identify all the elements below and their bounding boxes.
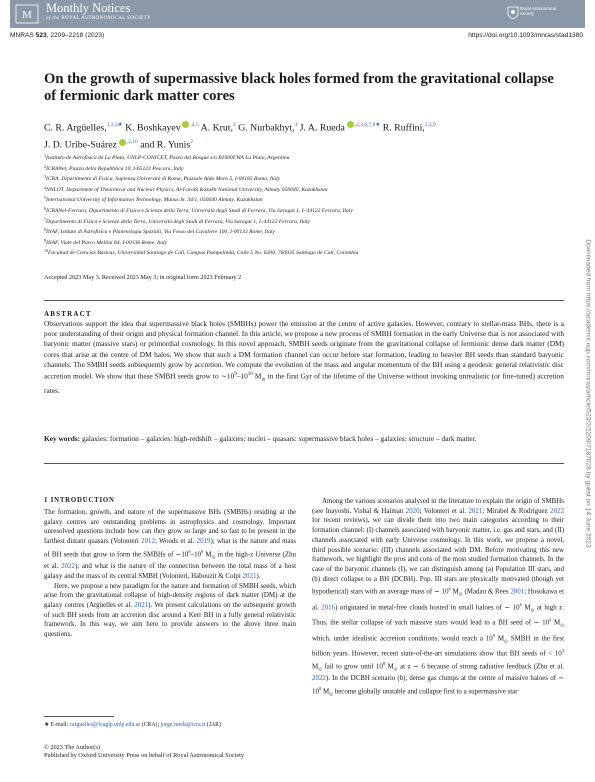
author-name: J. A. Rueda — [299, 122, 345, 134]
affiliation-item: $^3$ICRA, Dipartimento di Fisica, Sapienza Università di Roma, Piazzale Aldo Moro 5, I-00185 Roma, Italy — [44, 174, 281, 183]
intro-left-column — [44, 508, 296, 640]
ras-logo-text: Royal Astronomical Society — [520, 6, 556, 16]
doi-link[interactable]: https://doi.org/10.1093/mnras/stad1380 — [468, 32, 583, 39]
keywords: Key words: galaxies: formation – galaxies: high-redshift – galaxies: nuclei – quasars: supermassive black holes – galaxies: structure – dark matter. — [44, 434, 477, 443]
author-name: and R. Yunis — [140, 139, 191, 151]
affiliation-item: $^2$ICRANet, Piazza della Repubblica 10, I-65122 Pescara, Italy — [44, 163, 184, 172]
footnote-divider — [44, 716, 114, 717]
author-name: K. Boshkayev — [125, 122, 181, 134]
copyright-notice: © 2023 The Author(s) Published by Oxford University Press on behalf of Royal Astronomical Society — [44, 744, 245, 759]
abstract-text: Observations support the idea that supermassive black holes (SMBHs) power the emission at the centre of active galaxies. However, contrary to stellar-mass BHs, there is a poor understanding of their origin and physical formation channel. In this article, we propose a new process of SMBH formation in the early Universe that is not associated with baryonic matter (massive stars) or primordial cosmology. In this novel approach, SMBH seeds originate from the gravitational collapse of fermionic dense dark matter (DM) cores that arise at the centre of DM halos. We show that such a DM formation channel can occur before star formation, leading to heavier BH seeds than standard baryonic channels. The SMBH seeds subsequently grow by accretion. We compute the evolution of the mass and angular momentum of the BH using a geodesic general relativistic disc accretion model. We show that these SMBH seeds grow to $\sim 10^9-10^{10}$ $M_⊙$ in the first Gyr of the lifetime of the Universe without invoking unrealistic (or fine-tuned) accretion rates. — [44, 319, 564, 396]
email-link[interactable]: jorge.rueda@icra.it — [160, 722, 206, 728]
author-affil-ref[interactable]: ,2,3,6,7,8★ — [354, 122, 381, 128]
citation-line: MNRAS 523, 2209–2218 (2023) — [10, 32, 105, 39]
email-link[interactable]: carguelles@fcaglp.unlp.edu.ar — [69, 722, 141, 728]
author-name: R. Ruffini, — [382, 122, 425, 134]
author-name: J. D. Uribe-Suárez — [44, 139, 117, 151]
paragraph: Among the various scenarios analysed in the literature to explain the origin of SMBHs (see Inayoshi, Visbal & Haiman 2020; Volonteri et al. 2021; Mirabel & Rodríguez 2022 for recent reviews), we can divide them into two main categories according to their formation channel: (I) channels associated with baryonic matter, i.e. gas and stars, and (II) channels associated with early Universe cosmology. In this work, we propose a novel, third possible scenario: (III) channels associated with DM. Before motivating this new framework, we highlight the pros and cons of the most studied formation channels. In the case of the baryonic channels (I), we can distinguish among (a) Population III stars, and (b) direct collapse to a BH (DCBH). Pop. III stars are physically motivated (though yet hypothetical) stars with an average mass of ∼ $10^2$ $M_⊙$ (Madau & Rees 2001; Hosokawa et al. 2016) originated in metal-free clouds hosted in small haloes of ∼ $10^6$ $M_⊙$ at high z. Thus, the stellar collapse of such massive stars would lead to a BH seed of ∼ $10^2$ $M_⊙$ which, under idealistic accretion conditions, would reach a $10^9$ $M_⊙$ SMBH in the first billion years. However, recent state-of-the-art simulations show that BH seeds of < $10^3$ $M_⊙$ fail to grow until $10^8$ $M_⊙$ at z ∼ 6 because of strong radiative feedback (Zhu et al. 2022). In the DCBH scenario (b), dense gas clumps at the centre of massive haloes of ∼ $10^8$ $M_⊙$ become globally unstable and collapse first to a supermassive star — [312, 497, 565, 697]
author-affil-ref[interactable]: 2 — [232, 122, 236, 128]
author-affil-ref[interactable]: 4 — [294, 122, 298, 128]
affiliation-item: $^{10}$Facultad de Ciencias Básicas, Universidad Santiago de Cali, Campus Pampalinda, Calle 5 No. 6200, 760035 Santiago de Cali, Colombia — [44, 248, 359, 257]
intro-right-column — [312, 497, 564, 699]
divider — [44, 300, 564, 301]
footnote: ★ E-mail: carguelles@fcaglp.unlp.edu.ar (CRA); jorge.rueda@icra.it (JAR) — [44, 722, 221, 728]
author-name: C. R. Argüelles, — [44, 122, 107, 134]
accepted-dates: Accepted 2023 May 3. Received 2023 May 3; in original form 2023 February 2 — [44, 274, 242, 281]
journal-name: Monthly Notices — [46, 1, 131, 15]
affiliation-item: $^1$Instituto de Astrofísica de La Plata, UNLP-CONICET, Paseo del Bosque s/n B1900FWA La Plata, Argentina — [44, 153, 290, 161]
paragraph: Here, we propose a new paradigm for the nature and formation of SMBH seeds, which arise from the gravitational collapse of high-density regions of dark matter (DM) at the galaxy centres (Argüelles et al. 2021). We present calculations on the subsequent growth of such BH seeds from an accretion disc around a Kerr BH in a fully general relativistic framework. In this way, we aim here to provide answers to the above three main questions. — [44, 581, 296, 639]
ras-logo — [507, 2, 557, 26]
affiliation-item: $^8$INAF, Istituto di Astrofisica e Planetologia Spaziali, Via Fosso del Cavaliere 100, I-00133 Rome, Italy — [44, 227, 275, 236]
author-name: A. Krut, — [200, 122, 233, 134]
journal-society: of the ROYAL ASTRONOMICAL SOCIETY — [46, 16, 152, 21]
section-heading: 1 INTRODUCTION — [44, 497, 115, 504]
article-title: On the growth of supermassive black holes formed from the gravitational collapse of fermionic dark matter cores — [44, 71, 554, 104]
author-list — [44, 118, 564, 153]
divider — [44, 463, 564, 464]
journal-banner — [10, 0, 585, 28]
affiliation-item: $^6$ICRANet-Ferrara, Dipartimento di Fisica e Scienze della Terra, Università degli Studi di Ferrara, Via Saragat 1, I–44122 Ferrara, Italy — [44, 205, 353, 214]
orcid-icon[interactable] — [119, 139, 126, 146]
author-affil-ref[interactable]: 2,3,9 — [424, 122, 436, 128]
abstract-heading: ABSTRACT — [44, 310, 92, 318]
orcid-icon[interactable] — [182, 121, 189, 128]
orcid-icon[interactable] — [347, 121, 354, 128]
paragraph: The formation, growth, and nature of the supermassive BHs (SMBHs) residing at the galaxy centres are outstanding problems in astrophysics and cosmology. Important unresolved questions include how can they grow so large and so fast to be present in the farthest distant quasars (Volonteri 2012; Woods et al. 2019); what is the nature and mass of BH seeds that grow to form the SMBHs of $\sim 10^8-10^9$ $M_⊙$ in the high-z Universe (Zhu et al. 2022); and what is the nature of the connection between the total mass of a host galaxy and the mass of its central SMBH (Volonteri, Habouzit & Colpi 2021). — [44, 508, 297, 580]
author-affil-ref[interactable]: ,2,10 — [126, 139, 138, 146]
affiliation-item: $^4$NNLOT, Department of Theoretical and Nuclear Physics, Al-Farabi Kazakh National University, Almaty 050040, Kazakhstan — [44, 184, 328, 193]
svg-text:M: M — [22, 9, 32, 21]
journal-logo-icon — [14, 3, 40, 25]
ras-crest-icon — [507, 5, 519, 23]
affiliation-list — [44, 152, 564, 258]
author-affil-ref[interactable]: ,4,5 — [190, 122, 199, 128]
affiliation-item: $^9$INAF, Viale del Parco Mellini 84, I-00136 Rome, Italy — [44, 237, 168, 246]
author-affil-ref[interactable]: 2 — [190, 139, 193, 146]
author-affil-ref[interactable]: 1,2,3★ — [106, 122, 123, 128]
affiliation-item: $^7$Dipartimento di Fisica e Scienze della Terra, Università degli Studi di Ferrara, Via Saragat 1, I–44122 Ferrara, Italy — [44, 216, 310, 225]
author-name: G. Nurbakhyt, — [238, 122, 295, 134]
affiliation-item: $^5$International University of Information Technology, Manas St. 34/1, 050040 Almaty, Kazakhstan — [44, 195, 263, 204]
download-note: Downloaded from https://academic.oup.com/mnras/article/523/2/2209/7187028 by guest on 14 June 2023 — [584, 239, 592, 548]
